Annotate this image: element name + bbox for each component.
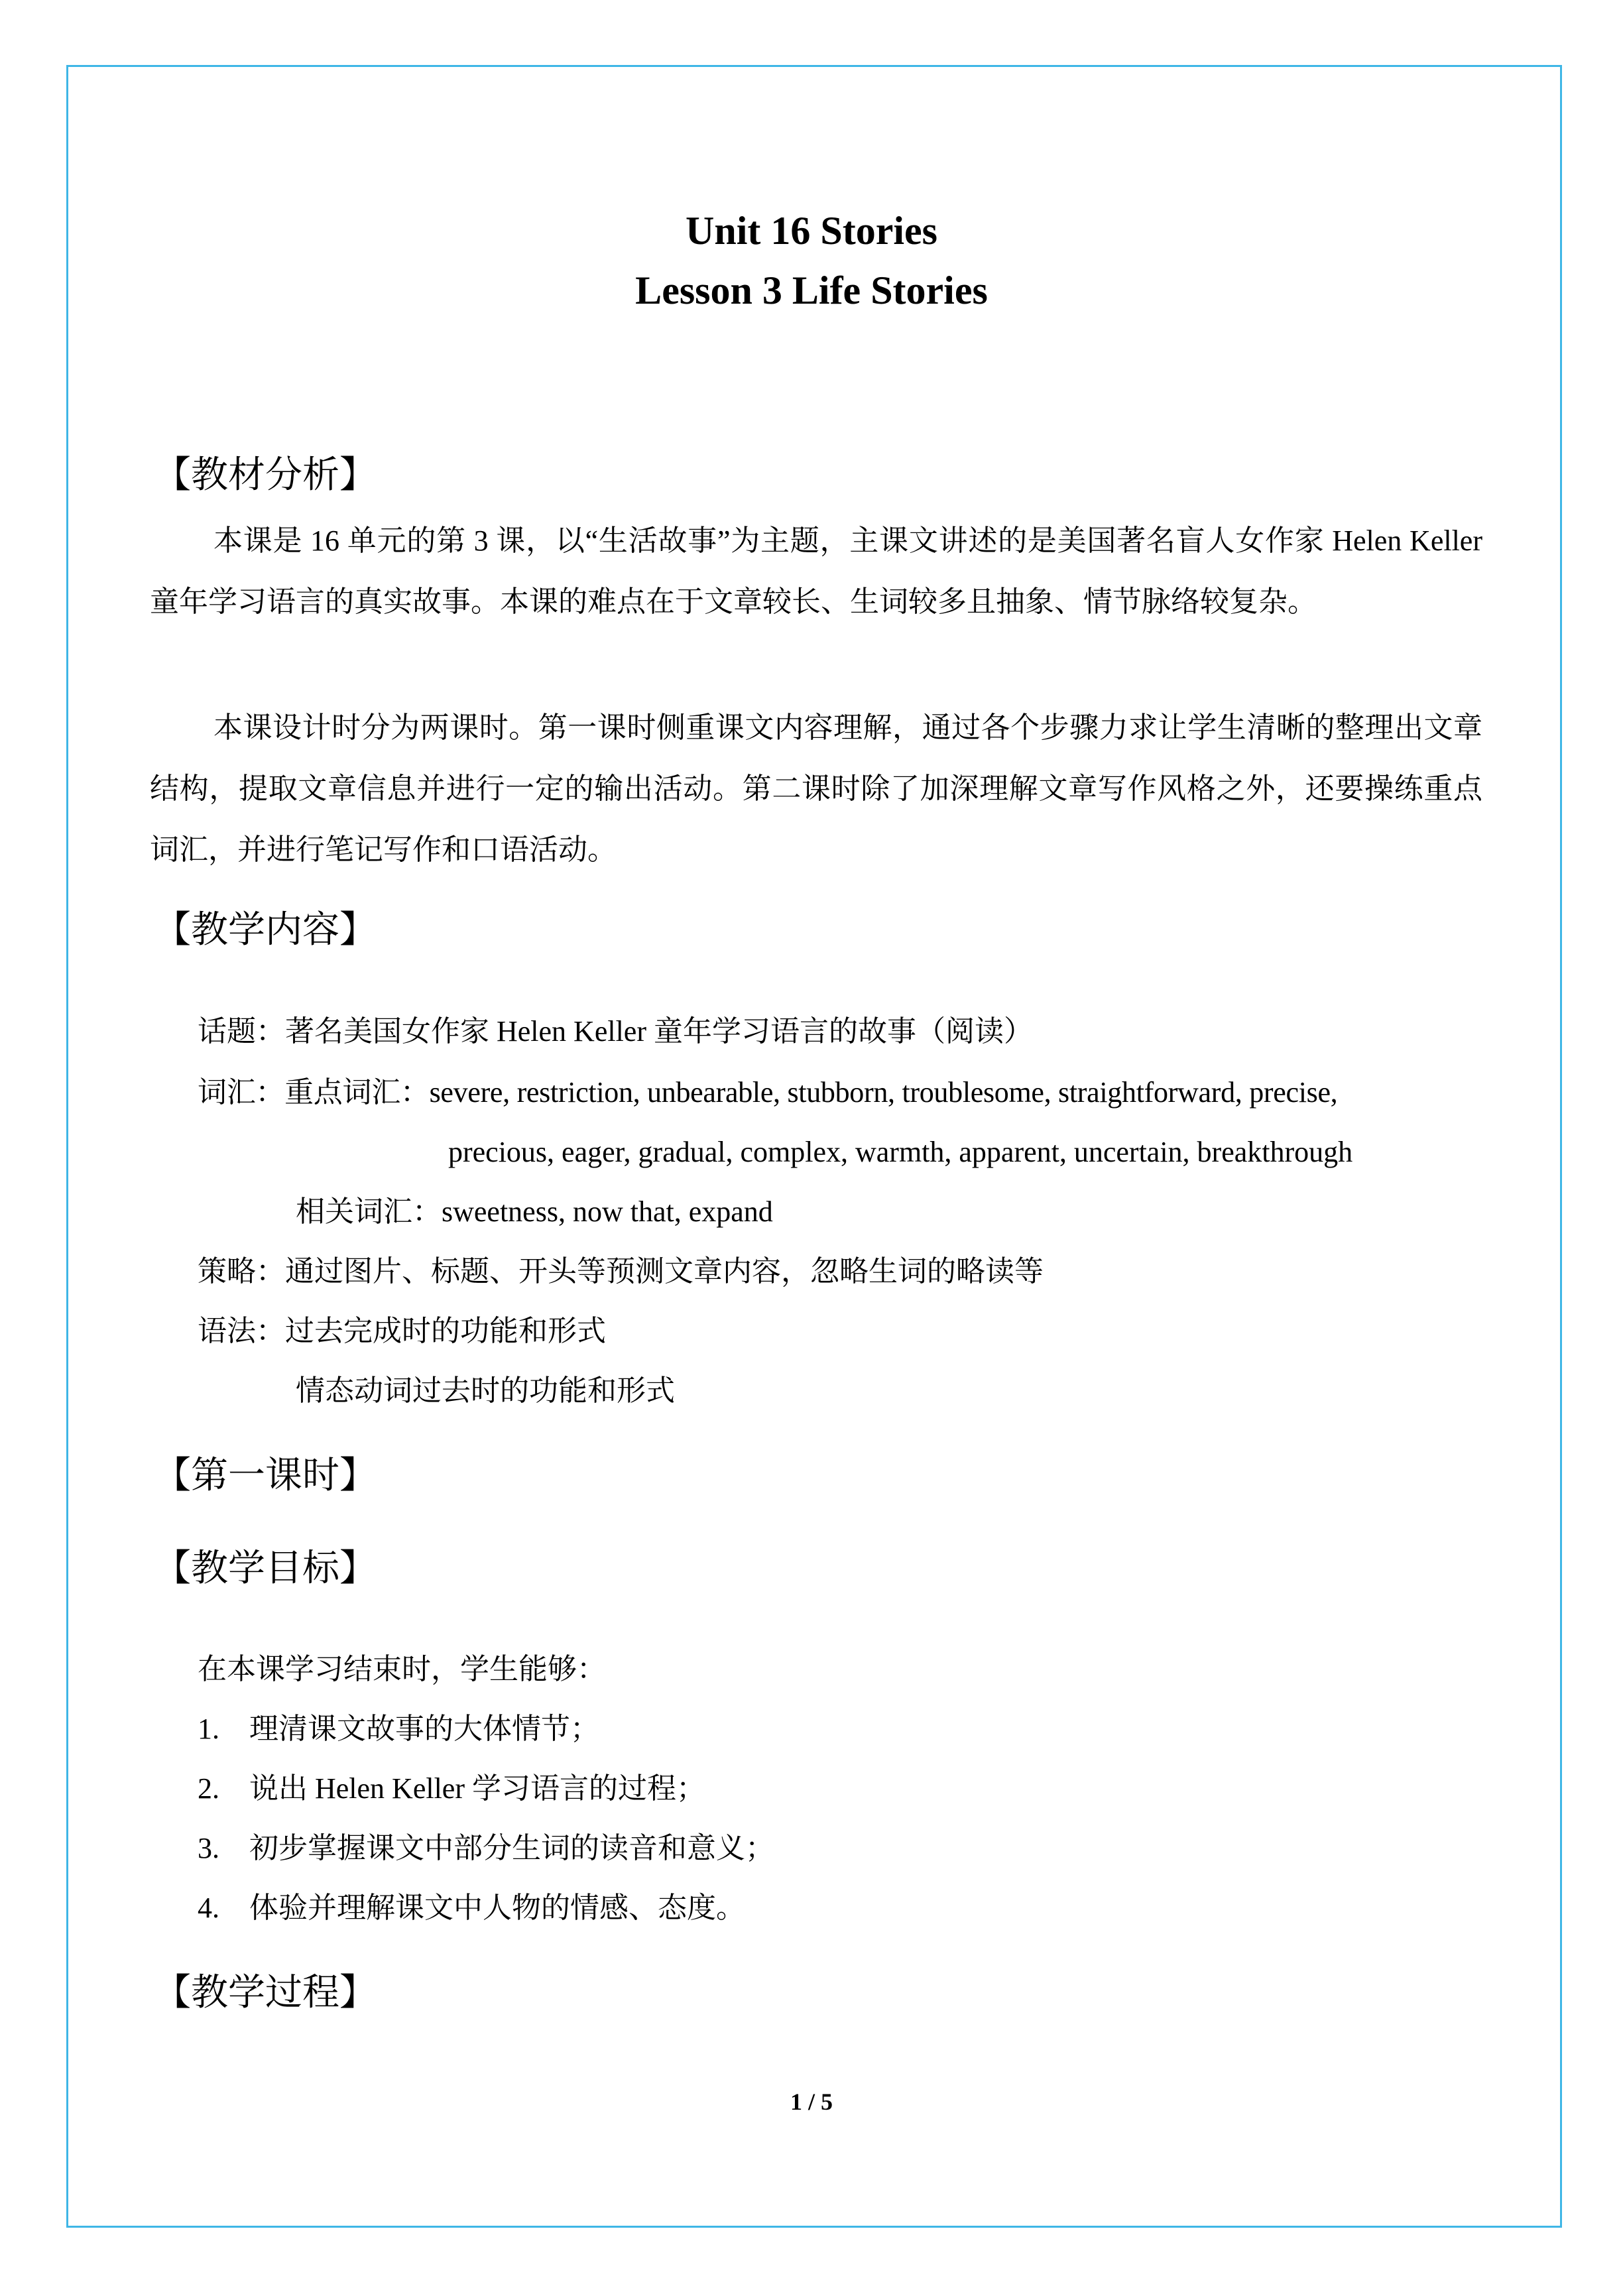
objective-item	[198, 1830, 774, 1867]
objective-text: 理清课文故事的大体情节；	[249, 1713, 599, 1745]
content-vocab-key-line2: precious, eager, gradual, complex, warmth, apparent, uncertain, breakthrough	[448, 1136, 1353, 1168]
objective-number: 2.	[198, 1772, 219, 1805]
analysis-paragraph-2: 本课设计时分为两课时。第一课时侧重课文内容理解，通过各个步骤力求让学生清晰的整理出文章结构，提取文章信息并进行一定的输出活动。第二课时除了加深理解文章写作风格之外，还要操练重点词汇，并进行笔记写作和口语活动。	[150, 711, 1482, 866]
objective-number: 1.	[198, 1713, 219, 1745]
objective-text: 说出 Helen Keller 学习语言的过程；	[249, 1772, 705, 1805]
content-grammar-line2: 情态动词过去时的功能和形式	[296, 1374, 675, 1407]
content-topic: 话题：著名美国女作家 Helen Keller 童年学习语言的故事（阅读）	[198, 1015, 1033, 1048]
objective-item	[198, 1890, 745, 1927]
objective-text: 体验并理解课文中人物的情感、态度。	[249, 1892, 745, 1924]
objective-text: 初步掌握课文中部分生词的读音和意义；	[249, 1832, 774, 1864]
heading-teaching-content: 【教学内容】	[154, 910, 377, 951]
page-number: 1 / 5	[790, 2088, 833, 2115]
content-grammar-line1: 语法：过去完成时的功能和形式	[198, 1315, 606, 1347]
heading-teaching-process: 【教学过程】	[154, 1972, 377, 2014]
objectives-intro: 在本课学习结束时，学生能够：	[198, 1653, 606, 1685]
content-vocab-key-line1: 词汇：重点词汇：severe, restriction, unbearable, stubborn, troublesome, straightforward, precise,	[198, 1076, 1338, 1109]
content-vocab-related: 相关词汇：sweetness, now that, expand	[296, 1195, 773, 1228]
heading-first-period: 【第一课时】	[154, 1455, 377, 1496]
objective-item	[198, 1770, 705, 1807]
unit-title: Unit 16 Stories	[686, 209, 937, 253]
content-strategy: 策略：通过图片、标题、开头等预测文章内容，忽略生词的略读等	[198, 1255, 1044, 1288]
objective-item	[198, 1711, 599, 1748]
heading-material-analysis: 【教材分析】	[154, 455, 377, 496]
objective-number: 4.	[198, 1892, 219, 1924]
lesson-title: Lesson 3 Life Stories	[635, 269, 988, 312]
heading-teaching-objectives: 【教学目标】	[154, 1548, 377, 1589]
objective-number: 3.	[198, 1832, 219, 1864]
analysis-paragraph-1: 本课是 16 单元的第 3 课，以“生活故事”为主题，主课文讲述的是美国著名盲人女作家 Helen Keller 童年学习语言的真实故事。本课的难点在于文章较长、生词较多且抽象、情节脉络较复杂。	[150, 524, 1482, 618]
